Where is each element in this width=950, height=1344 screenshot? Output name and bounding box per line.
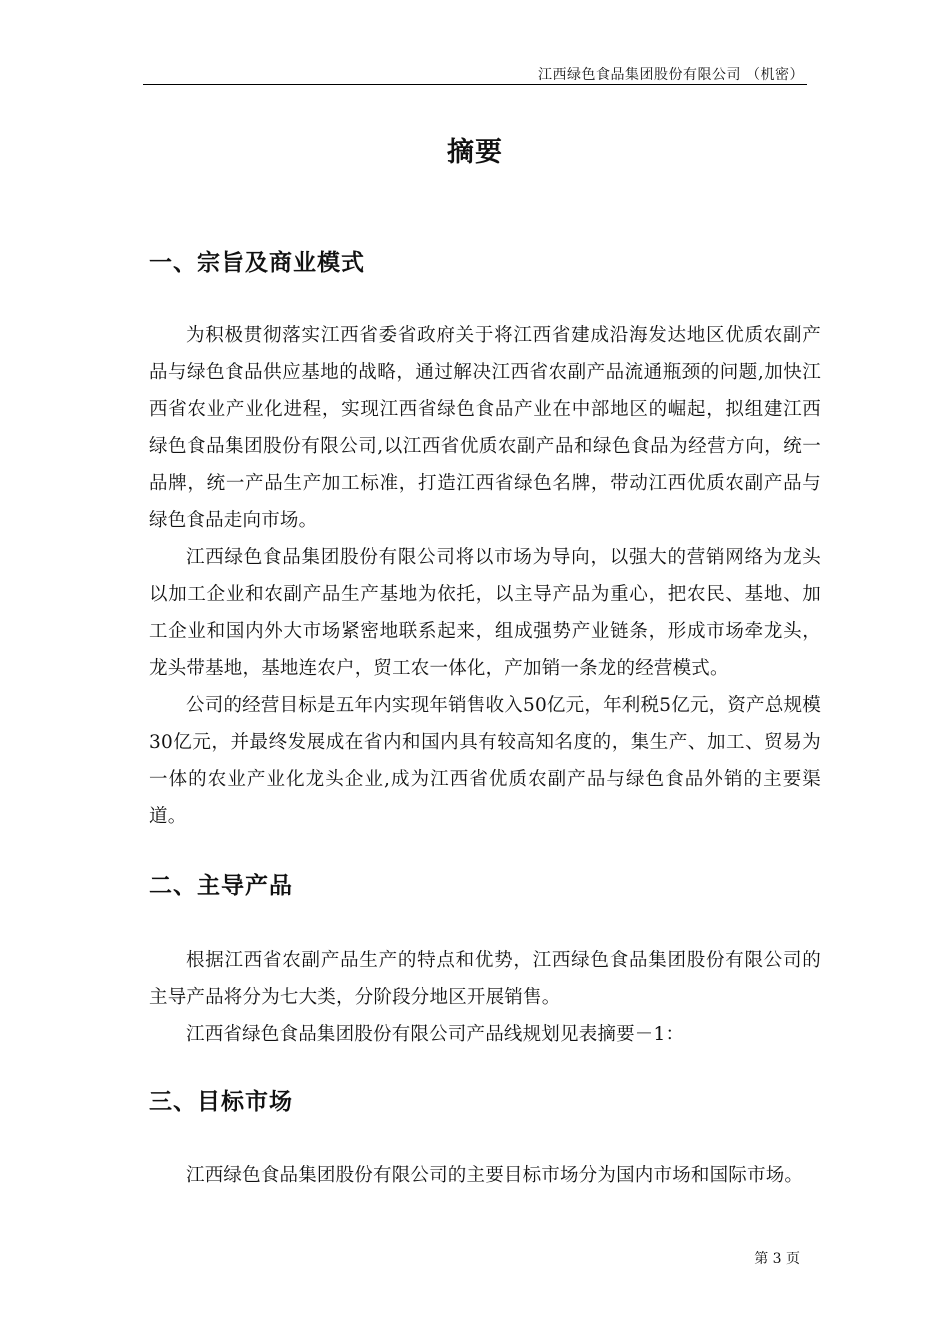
paragraph-market-1: 江西绿色食品集团股份有限公司的主要目标市场分为国内市场和国际市场。 — [186, 1165, 804, 1186]
section-heading-purpose: 一、宗旨及商业模式 — [149, 250, 365, 276]
paragraph-purpose-3: 公司的经营目标是五年内实现年销售收入50亿元，年利税5亿元，资产总规模30亿元，并最终发展成在省内和国内具有较高知名度的，集生产、加工、贸易为一体的农业产业化龙头企业,成为江西省优质农副产品与绿色食品外销的主要渠道。 — [149, 695, 821, 827]
paragraph-purpose-1: 为积极贯彻落实江西省委省政府关于将江西省建成沿海发达地区优质农副产品与绿色食品供应基地的战略，通过解决江西省农副产品流通瓶颈的问题,加快江西省农业产业化进程，实现江西省绿色食品产业在中部地区的崛起，拟组建江西绿色食品集团股份有限公司,以江西省优质农副产品和绿色食品为经营方向，统一品牌，统一产品生产加工标准，打造江西省绿色名牌，带动江西优质农副产品与绿色食品走向市场。 — [149, 325, 821, 531]
page-number: 第 3 页 — [754, 1251, 800, 1267]
page-header: 江西绿色食品集团股份有限公司 （机密） — [538, 67, 804, 83]
document-title: 摘要 — [447, 137, 503, 168]
paragraph-products-2: 江西省绿色食品集团股份有限公司产品线规划见表摘要－1： — [186, 1024, 685, 1045]
header-divider — [143, 84, 807, 85]
paragraph-products-1: 根据江西省农副产品生产的特点和优势，江西绿色食品集团股份有限公司的主导产品将分为七大类，分阶段分地区开展销售。 — [149, 950, 821, 1008]
section-heading-market: 三、目标市场 — [149, 1089, 293, 1115]
section-heading-products: 二、主导产品 — [149, 873, 293, 899]
paragraph-purpose-2: 江西绿色食品集团股份有限公司将以市场为导向，以强大的营销网络为龙头以加工企业和农副产品生产基地为依托，以主导产品为重心，把农民、基地、加工企业和国内外大市场紧密地联系起来，组成强势产业链条，形成市场牵龙头，龙头带基地，基地连农户，贸工农一体化，产加销一条龙的经营模式。 — [149, 547, 821, 679]
